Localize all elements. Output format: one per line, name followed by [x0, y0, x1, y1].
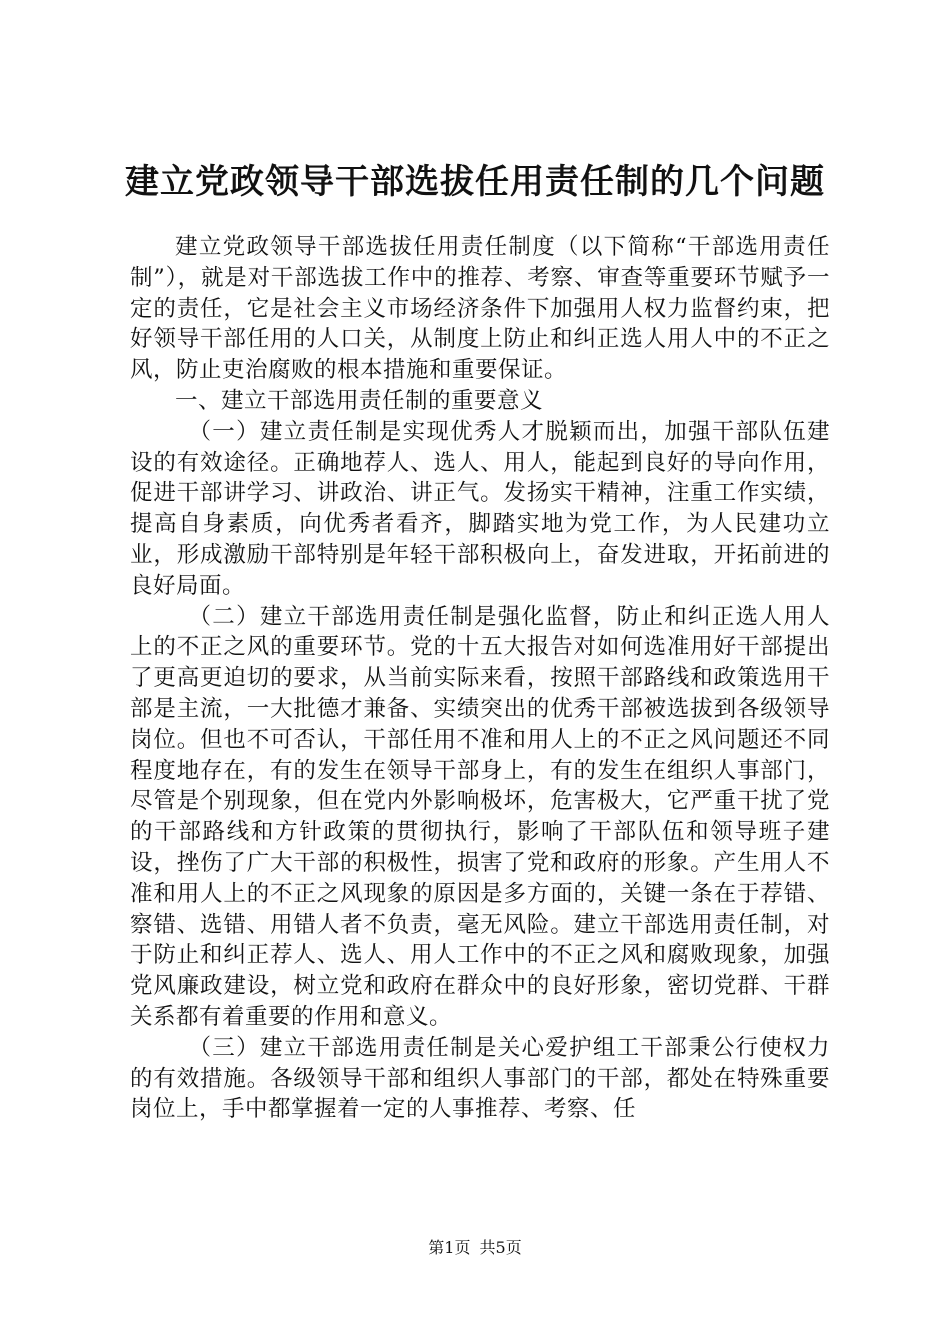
- paragraph-point-3: （三）建立干部选用责任制是关心爱护组工干部秉公行使权力的有效措施。各级领导干部和组织人事部门的干部，都处在特殊重要岗位上，手中都掌握着一定的人事推荐、考察、任: [130, 1034, 830, 1123]
- paragraph-point-1: （一）建立责任制是实现优秀人才脱颖而出，加强干部队伍建设的有效途径。正确地荐人、选人、用人，能起到良好的导向作用，促进干部讲学习、讲政治、讲正气。发扬实干精神，注重工作实绩，提高自身素质，向优秀者看齐，脚踏实地为党工作，为人民建功立业，形成激励干部特别是年轻干部积极向上，奋发进取，开拓前进的良好局面。: [130, 418, 830, 599]
- paragraph-point-2: （二）建立干部选用责任制是强化监督，防止和纠正选人用人上的不正之风的重要环节。党的十五大报告对如何选准用好干部提出了更高更迫切的要求，从当前实际来看，按照干部路线和政策选用干部是主流，一大批德才兼备、实绩突出的优秀干部被选拔到各级领导岗位。但也不可否认，干部任用不准和用人上的不正之风问题还不同程度地存在，有的发生在领导干部身上，有的发生在组织人事部门，尽管是个别现象，但在党内外影响极坏，危害极大，它严重干扰了党的干部路线和方针政策的贯彻执行，影响了干部队伍和领导班子建设，挫伤了广大干部的积极性，损害了党和政府的形象。产生用人不准和用人上的不正之风现象的原因是多方面的，关键一条在于荐错、察错、选错、用错人者不负责，毫无风险。建立干部选用责任制，对于防止和纠正荐人、选人、用人工作中的不正之风和腐败现象，加强党风廉政建设，树立党和政府在群众中的良好形象，密切党群、干群关系都有着重要的作用和意义。: [130, 603, 830, 1030]
- page-total: 共5页: [479, 1238, 522, 1257]
- document-title: 建立党政领导干部选拔任用责任制的几个问题: [125, 162, 825, 202]
- paragraph-intro: 建立党政领导干部选拔任用责任制度（以下简称“干部选用责任制”），就是对干部选拔工作中的推荐、考察、审查等重要环节赋予一定的责任，它是社会主义市场经济条件下加强用人权力监督约束，把好领导干部任用的人口关，从制度上防止和纠正选人用人中的不正之风，防止吏治腐败的根本措施和重要保证。: [130, 234, 830, 384]
- document-body: [130, 232, 830, 1125]
- section-heading-1: 一、建立干部选用责任制的重要意义: [175, 387, 544, 414]
- page-number: 第1页: [428, 1238, 471, 1257]
- page-footer: [0, 1238, 950, 1258]
